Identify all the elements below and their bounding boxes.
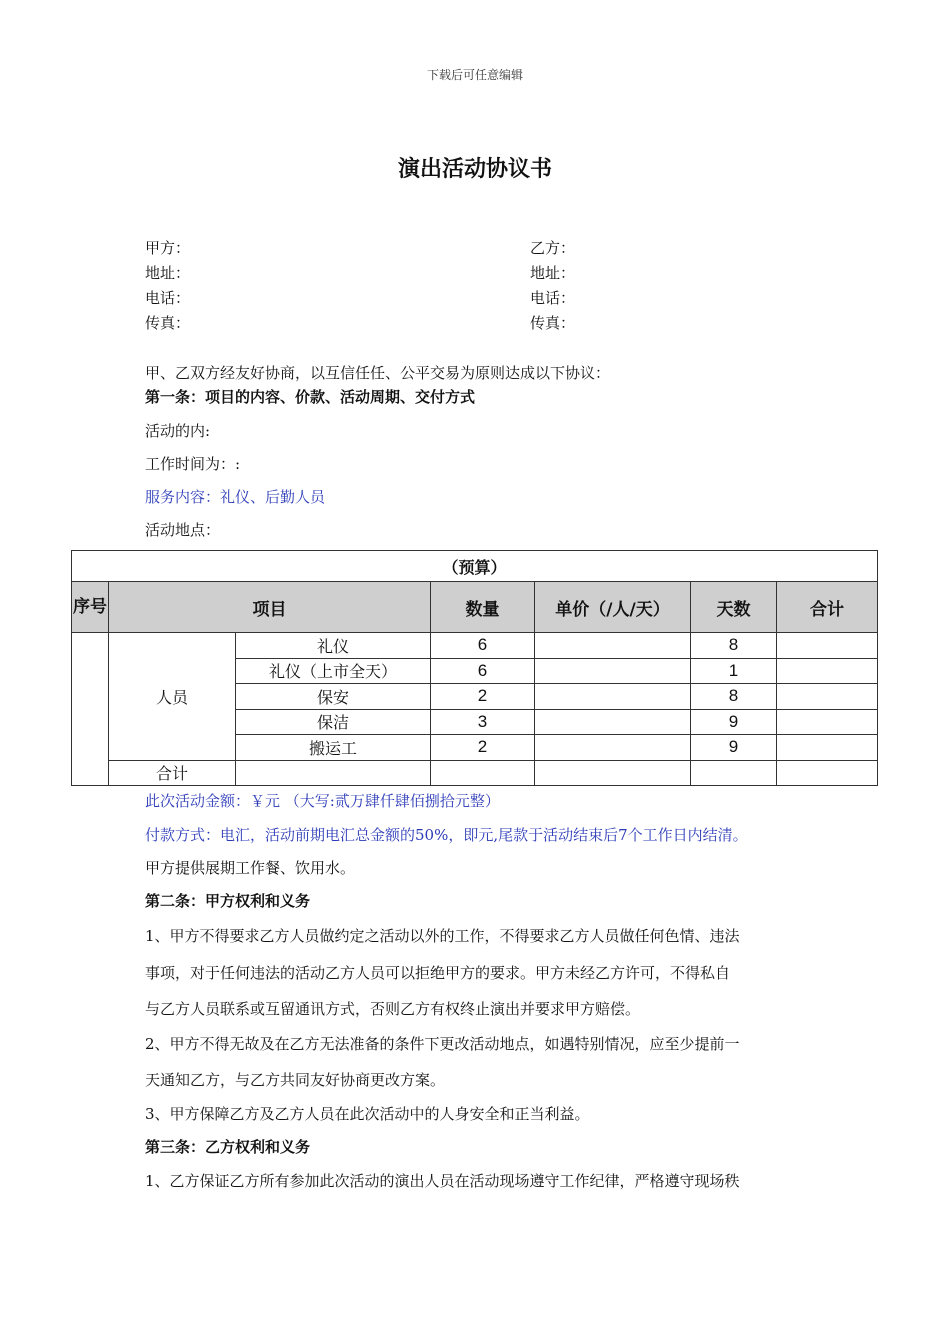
qty-cell: 6 <box>431 633 535 659</box>
price-cell <box>535 735 691 761</box>
header-unit-price: 单价（/人/天） <box>535 582 691 633</box>
party-a-label: 甲方： <box>145 239 191 257</box>
header-note: 下载后可任意编辑 <box>426 68 523 82</box>
total-qty-cell <box>431 760 535 786</box>
article2-line: 与乙方人员联系或互留通讯方式，否则乙方有权终止演出并要求甲方赔偿。 <box>145 1000 641 1018</box>
activity-amount: 此次活动金额：￥元 （大写:贰万肆仟肆佰捌拾元整） <box>145 792 500 810</box>
item-cell: 礼仪 <box>236 633 431 659</box>
article2-line: 天通知乙方，与乙方共同友好协商更改方案。 <box>145 1071 446 1089</box>
party-b-fax: 传真： <box>530 314 576 332</box>
total-item-cell <box>236 760 431 786</box>
group-cell: 人员 <box>109 633 236 761</box>
price-cell <box>535 709 691 735</box>
item-cell: 保洁 <box>236 709 431 735</box>
price-cell <box>535 633 691 659</box>
days-cell: 1 <box>691 658 777 684</box>
party-a-phone: 电话： <box>145 289 191 307</box>
meals-note: 甲方提供展期工作餐、饮用水。 <box>145 859 356 877</box>
header-days: 天数 <box>691 582 777 633</box>
subtotal-cell <box>777 709 878 735</box>
price-cell <box>535 658 691 684</box>
subtotal-cell <box>777 658 878 684</box>
qty-cell: 6 <box>431 658 535 684</box>
header-total: 合计 <box>777 582 878 633</box>
activity-location: 活动地点： <box>145 521 221 539</box>
party-a-fax: 传真： <box>145 314 191 332</box>
article1-heading: 第一条：项目的内容、价款、活动周期、交付方式 <box>145 388 476 406</box>
total-row <box>72 760 878 786</box>
item-cell: 搬运工 <box>236 735 431 761</box>
article2-line: 1、甲方不得要求乙方人员做约定之活动以外的工作，不得要求乙方人员做任何色情、违法 <box>145 927 740 945</box>
intro-paragraph: 甲、乙双方经友好协商，以互信任任、公平交易为原则达成以下协议： <box>145 364 611 382</box>
header-item: 项目 <box>109 582 431 633</box>
total-days-cell <box>691 760 777 786</box>
article2-line: 3、甲方保障乙方及乙方人员在此次活动中的人身安全和正当利益。 <box>145 1105 590 1123</box>
article3-line: 1、乙方保证乙方所有参加此次活动的演出人员在活动现场遵守工作纪律，严格遵守现场秩 <box>145 1172 740 1190</box>
party-b-phone: 电话： <box>530 289 576 307</box>
item-cell: 保安 <box>236 684 431 710</box>
budget-table <box>71 550 878 786</box>
work-time: 工作时间为：: <box>145 455 241 473</box>
qty-cell: 2 <box>431 684 535 710</box>
party-b-address: 地址： <box>530 264 576 282</box>
qty-cell: 2 <box>431 735 535 761</box>
qty-cell: 3 <box>431 709 535 735</box>
header-serial: 序号 <box>72 582 109 633</box>
serial-cell <box>72 633 109 786</box>
days-cell: 8 <box>691 684 777 710</box>
subtotal-cell <box>777 735 878 761</box>
total-label: 合计 <box>109 760 236 786</box>
total-price-cell <box>535 760 691 786</box>
article2-line: 事项，对于任何违法的活动乙方人员可以拒绝甲方的要求。甲方未经乙方许可，不得私自 <box>145 964 731 982</box>
payment-method: 付款方式：电汇，活动前期电汇总金额的50%，即元,尾款于活动结束后7个工作日内结清。 <box>145 826 748 844</box>
subtotal-cell <box>777 684 878 710</box>
days-cell: 8 <box>691 633 777 659</box>
budget-caption: （预算） <box>72 551 878 582</box>
party-a-address: 地址： <box>145 264 191 282</box>
days-cell: 9 <box>691 735 777 761</box>
table-row <box>72 633 878 659</box>
total-sum-cell <box>777 760 878 786</box>
article2-heading: 第二条：甲方权利和义务 <box>145 892 311 910</box>
document-title: 演出活动协议书 <box>397 157 552 182</box>
party-b-label: 乙方： <box>530 239 576 257</box>
header-quantity: 数量 <box>431 582 535 633</box>
activity-content: 活动的内: <box>145 422 211 440</box>
subtotal-cell <box>777 633 878 659</box>
article2-line: 2、甲方不得无故及在乙方无法准备的条件下更改活动地点，如遇特别情况，应至少提前一 <box>145 1035 740 1053</box>
days-cell: 9 <box>691 709 777 735</box>
service-content: 服务内容：礼仪、后勤人员 <box>145 488 326 506</box>
article3-heading: 第三条：乙方权利和义务 <box>145 1138 311 1156</box>
item-cell: 礼仪（上市全天） <box>236 658 431 684</box>
price-cell <box>535 684 691 710</box>
